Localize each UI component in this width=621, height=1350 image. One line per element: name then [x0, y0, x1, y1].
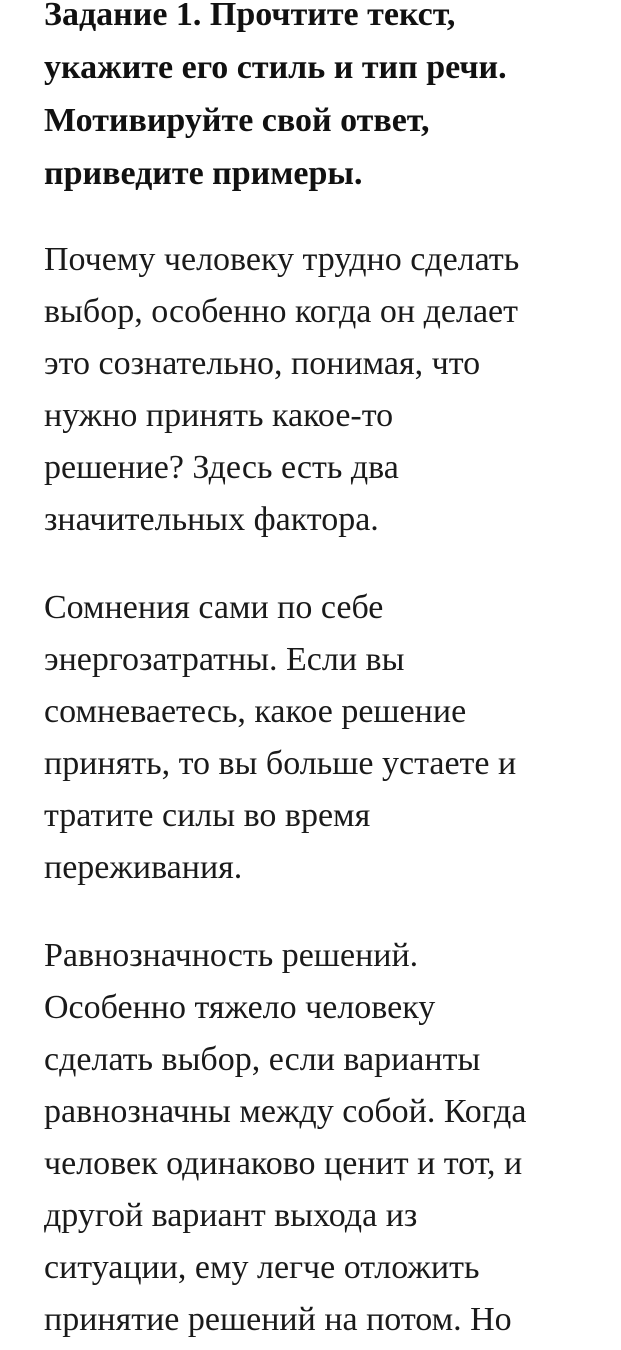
paragraph-doubts: Сомнения сами по себе энергозатратны. Если вы сомневаетесь, какое решение принять, то вы больше устаете и тратите силы во время переживания. — [44, 589, 517, 886]
paragraph-intro: Почему человеку трудно сделать выбор, особенно когда он делает это сознательно, понимая, что нужно принять какое-то решение? Здесь есть два значительных фактора. — [44, 241, 520, 538]
paragraph-equivalence: Равнозначность решений. Особенно тяжело человеку сделать выбор, если варианты равнозначны между собой. Когда человек одинаково ценит и тот, и другой вариант выхода из ситуации, ему легче отложить принятие решений на потом. Но — [44, 937, 527, 1338]
task-heading: Задание 1. Прочтите текст, укажите его стиль и тип речи. Мотивируйте свой ответ, приведите примеры. — [44, 0, 507, 192]
